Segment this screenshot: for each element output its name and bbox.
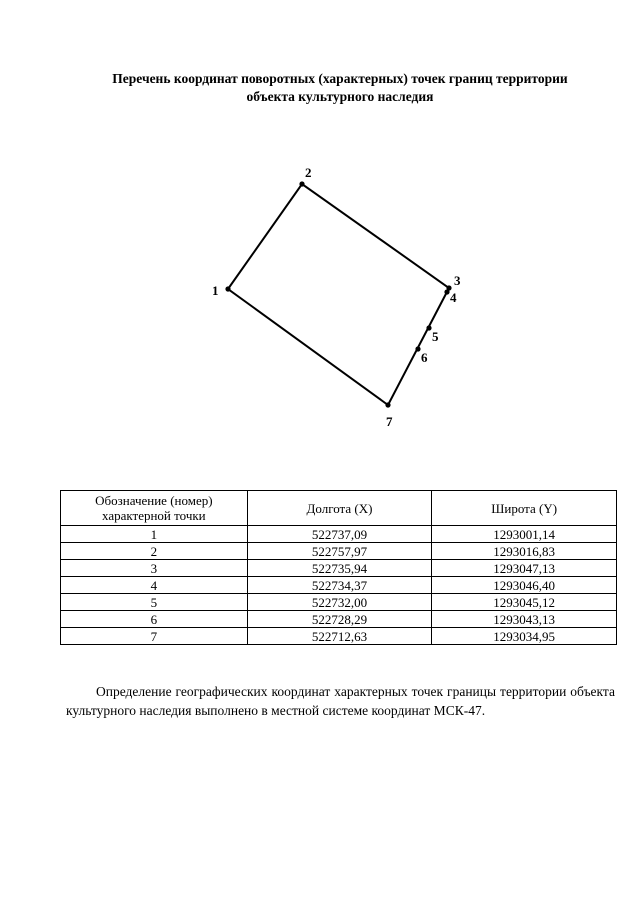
cell-y: 1293045,12 — [432, 594, 617, 611]
cell-x: 522732,00 — [247, 594, 432, 611]
table-row — [61, 560, 617, 577]
point-marker-2 — [299, 181, 304, 186]
cell-point: 2 — [61, 543, 248, 560]
point-label-4: 4 — [450, 290, 457, 305]
cell-point: 6 — [61, 611, 248, 628]
cell-x: 522757,97 — [247, 543, 432, 560]
point-marker-6 — [415, 346, 420, 351]
document-title — [60, 70, 620, 106]
table-header-row — [61, 491, 617, 526]
header-point-number-line-1: Обозначение (номер) — [95, 493, 213, 508]
boundary-scheme — [0, 150, 640, 440]
cell-x: 522728,29 — [247, 611, 432, 628]
cell-point: 4 — [61, 577, 248, 594]
cell-x: 522735,94 — [247, 560, 432, 577]
header-longitude-x: Долгота (X) — [247, 491, 432, 526]
boundary-outline — [228, 184, 449, 405]
cell-point: 5 — [61, 594, 248, 611]
coordinate-system-note: Определение географических координат характерных точек границы территории объекта культурного наследия выполнено в местной системе координат МСК-47. — [66, 683, 615, 718]
cell-y: 1293043,13 — [432, 611, 617, 628]
cell-y: 1293016,83 — [432, 543, 617, 560]
point-marker-7 — [385, 402, 390, 407]
point-label-1: 1 — [212, 283, 219, 298]
cell-y: 1293047,13 — [432, 560, 617, 577]
table-row — [61, 543, 617, 560]
cell-x: 522734,37 — [247, 577, 432, 594]
document-title-line-1: Перечень координат поворотных (характерных) точек границ территории — [112, 71, 568, 86]
cell-x: 522737,09 — [247, 526, 432, 543]
cell-y: 1293046,40 — [432, 577, 617, 594]
cell-x: 522712,63 — [247, 628, 432, 645]
cell-point: 1 — [61, 526, 248, 543]
point-label-7: 7 — [386, 414, 393, 429]
table-row — [61, 526, 617, 543]
point-label-2: 2 — [305, 165, 312, 180]
header-point-number — [61, 491, 248, 526]
cell-point: 3 — [61, 560, 248, 577]
coordinates-table — [60, 490, 617, 645]
table-row — [61, 594, 617, 611]
table-row — [61, 577, 617, 594]
point-marker-4 — [444, 289, 449, 294]
header-latitude-y: Широта (Y) — [432, 491, 617, 526]
point-marker-1 — [225, 286, 230, 291]
table-row — [61, 611, 617, 628]
document-title-line-2: объекта культурного наследия — [246, 89, 434, 104]
point-label-5: 5 — [432, 329, 439, 344]
cell-y: 1293001,14 — [432, 526, 617, 543]
cell-y: 1293034,95 — [432, 628, 617, 645]
point-marker-5 — [426, 325, 431, 330]
point-label-3: 3 — [454, 273, 461, 288]
point-label-6: 6 — [421, 350, 428, 365]
header-point-number-line-2: характерной точки — [102, 508, 206, 523]
table-row — [61, 628, 617, 645]
cell-point: 7 — [61, 628, 248, 645]
